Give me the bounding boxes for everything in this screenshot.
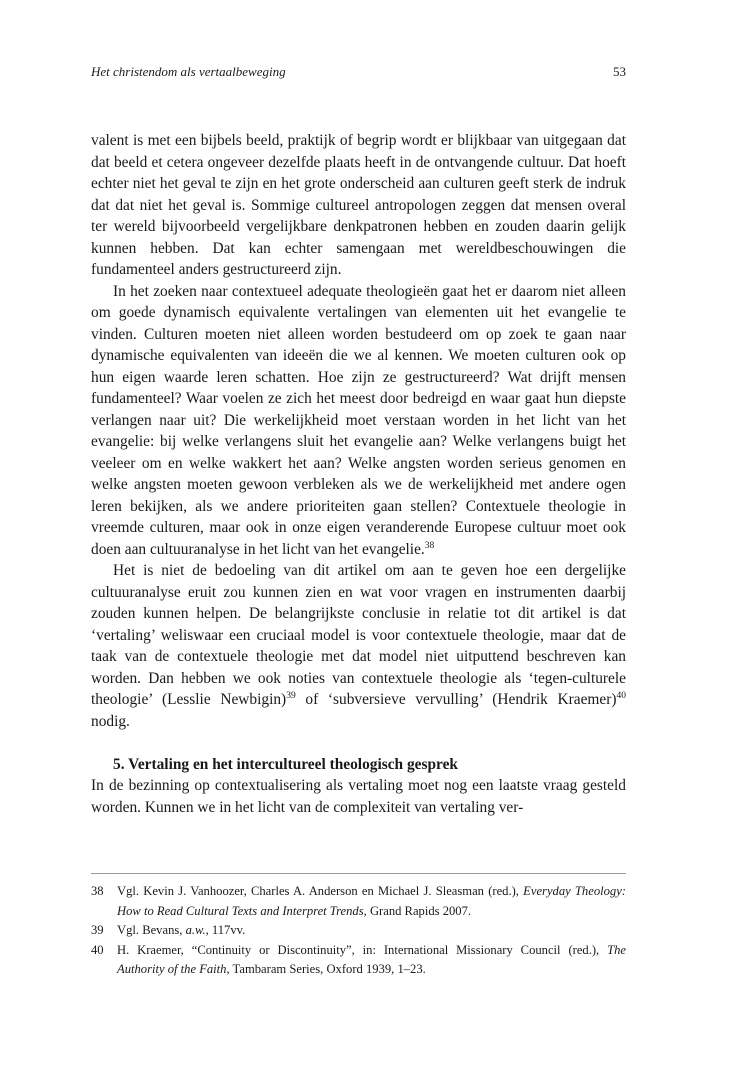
footnote-text-b: , Tambaram Series, Oxford 1939, 1–23.	[226, 962, 426, 976]
footnote-text-b: , 117vv.	[205, 923, 246, 937]
paragraph-2	[91, 281, 626, 561]
footnote-number: 40	[91, 942, 104, 957]
footnote-title: a.w.	[185, 923, 206, 937]
footnote-title: The Authority of the Faith	[117, 942, 626, 976]
footnote-text	[117, 882, 626, 921]
body-text	[91, 130, 626, 818]
footnote-number: 38	[91, 884, 104, 898]
footnote-divider	[91, 873, 626, 874]
footnote-number: 39	[91, 923, 104, 937]
footnote-title: Everyday Theology: How to Read Cultural Texts and Interpret Trends	[117, 884, 626, 918]
footnote-text-a: H. Kraemer, “Continuity or Discontinuity”, in: International Missionary Council (red.),	[117, 942, 608, 957]
paragraph-3	[91, 560, 626, 732]
footnote-ref-38[interactable]: 38	[424, 540, 435, 551]
footnote-39	[91, 921, 626, 941]
running-header	[91, 64, 626, 80]
footnote-text-a: Vgl. Kevin J. Vanhoozer, Charles A. Anderson en Michael J. Sleasman (red.),	[117, 884, 524, 898]
footnote-38	[91, 882, 626, 921]
footnote-text	[117, 921, 626, 941]
paragraph-4: In de bezinning op contextualisering als vertaling moet nog een laatste vraag gesteld worden. Kunnen we in het licht van de complexiteit van vertaling ver-	[91, 777, 626, 816]
footnotes	[91, 882, 626, 980]
running-title: Het christendom als vertaalbeweging	[91, 64, 286, 79]
section-heading: 5. Vertaling en het intercultureel theologisch gesprek	[113, 755, 458, 773]
footnote-ref-39[interactable]: 39	[286, 691, 296, 701]
paragraph-2-text: In het zoeken naar contextueel adequate theologieën gaat het er daarom niet alleen om goede dynamisch equivalente vertalingen van elementen uit het evangelie te vinden. Culturen moeten niet alleen worden bestudeerd om op zoek te gaan naar dynamische equivalenten van ideeën die we al kennen. We moeten culturen ook op hun eigen waarde leren schatten. Hoe zijn ze gestructureerd? Wat drijft mensen fundamenteel? Waar voelen ze zich het meest door bedreigd en waar gaat hun diepste verlangen naar uit? Die werkelijkheid moet verstaan worden in het licht van het evangelie: bij welke verlangens sluit het evangelie aan? Welke verlangens buigt het veeleer om en welke wakkert het aan? Welke angsten worden serieus genomen en welke angsten moeten gewoon verbleken als we de werkelijkheid met andere ogen leren bekijken, als we andere prioriteiten gaan stellen? Contextuele theologie in vreemde culturen, maar ook in onze eigen veranderende Europese cultuur moet ook doen aan cultuuranalyse in het licht van het evangelie.	[91, 282, 626, 558]
paragraph-3-text-c: nodig.	[91, 712, 130, 730]
footnote-40	[91, 941, 626, 980]
paragraph-3-text-b: of ‘subversieve vervulling’ (Hendrik Kraemer)	[295, 691, 617, 708]
footnote-ref-40[interactable]: 40	[616, 691, 626, 701]
paragraph-1: valent is met een bijbels beeld, praktijk of begrip wordt er blijkbaar van uitgegaan dat dat beeld et cetera ongeveer dezelfde plaats heeft in de ontvangende cultuur. Dat hoeft echter niet het geval te zijn en het grote onderscheid aan culturen geeft sterk de indruk dat dat niet het geval is. Sommige cultureel antropologen zeggen dat mensen overal ter wereld bijvoorbeeld vergelijkbare denkpatronen hebben en zouden daarin gelijk kunnen hebben. Dat kan echter samengaan met wereldbeschouwingen die fundamenteel anders gestructureerd zijn.	[91, 132, 626, 278]
footnote-text-a: Vgl. Bevans,	[117, 923, 186, 937]
footnote-text	[117, 941, 626, 980]
footnote-text-b: , Grand Rapids 2007.	[363, 903, 472, 918]
page-number: 53	[613, 64, 626, 79]
paragraph-3-text-a: Het is niet de bedoeling van dit artikel om aan te geven hoe een dergelijke cultuuranalyse eruit zou kunnen zien en wat voor vragen en instrumenten daarbij zouden kunnen helpen. De belangrijkste conclusie in relatie tot dit artikel is dat ‘vertaling’ weliswaar een cruciaal model is voor contextuele theologie, maar dat de taak van de contextuele theologie met dat model niet uitputtend beschreven kan worden. Dan hebben we ook noties van contextuele theologie als ‘tegen-culturele theologie’ (Lesslie Newbigin)	[91, 562, 626, 708]
